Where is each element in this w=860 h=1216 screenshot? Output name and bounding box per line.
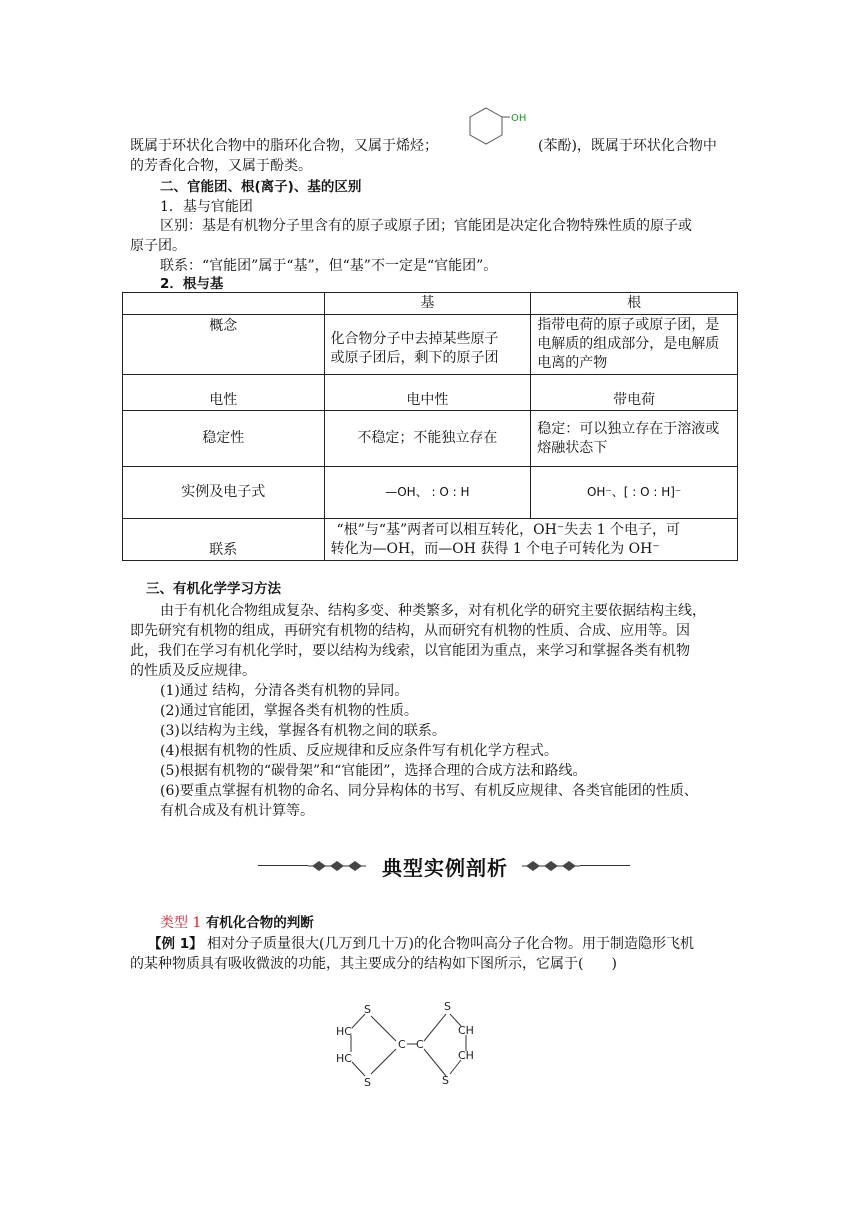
type-title: 有机化合物的判断 bbox=[205, 915, 314, 931]
table-header-empty bbox=[123, 293, 325, 315]
electron-formula-radical: —OH、 : O : H bbox=[324, 467, 531, 519]
atom-label: S bbox=[364, 1003, 371, 1016]
row-link-cell bbox=[324, 519, 737, 561]
cell-text: 电解质的组成部分，是电解质 bbox=[537, 336, 720, 352]
atom-label: HC bbox=[336, 1052, 352, 1065]
table-row bbox=[123, 411, 738, 467]
list-item: (5)根据有机物的“碳骨架”和“官能团”，选择合理的合成方法和路线。 bbox=[160, 763, 587, 779]
type-label: 类型 1 bbox=[160, 915, 202, 931]
list-item: (4)根据有机物的性质、反应规律和反应条件写有机化学方程式。 bbox=[160, 743, 558, 759]
list-item: (3)以结构为主线，掌握各有机物之间的联系。 bbox=[160, 723, 446, 739]
row-label: 概念 bbox=[123, 315, 325, 375]
table-row bbox=[123, 519, 738, 561]
intro-line-1 bbox=[130, 136, 735, 156]
example-text: 相对分子质量很大(几万到几十万)的化合物叫高分子化合物。用于制造隐形飞机 bbox=[207, 936, 694, 952]
cell-text: 稳定：可以独立存在于溶液或 bbox=[537, 420, 720, 437]
cell-text: “根”与“基”两者可以相互转化，OH⁻失去 1 个电子，可 bbox=[336, 521, 681, 538]
row-ji-cell: 不稳定；不能独立存在 bbox=[324, 411, 531, 467]
list-item: (1)通过 结构，分清各类有机物的异同。 bbox=[160, 683, 409, 699]
banner-rule-left bbox=[258, 865, 308, 866]
cell-text: 指带电荷的原子或原子团，是 bbox=[537, 317, 720, 333]
section3-heading: 三、有机化学学习方法 bbox=[146, 581, 281, 597]
cell-text: 化合物分子中去掉某些原子 bbox=[330, 330, 499, 347]
banner-ornament-left-icon bbox=[308, 858, 366, 874]
row-gen-cell: 带电荷 bbox=[531, 375, 738, 411]
section3-para: 即先研究有机物的组成，再研究有机物的结构，从而研究有机物的性质、合成、应用等。因 bbox=[130, 623, 690, 639]
row-gen-cell bbox=[531, 315, 738, 375]
section2-sub1: 1．基与官能团 bbox=[160, 199, 253, 215]
row-label: 联系 bbox=[123, 519, 325, 561]
molecule-structure bbox=[330, 998, 490, 1098]
intro-text-b: (苯酚)，既属于环状化合物中 bbox=[538, 138, 717, 154]
banner-title: 典型实例剖析 bbox=[382, 856, 508, 880]
section2-sub2: 2．根与基 bbox=[160, 276, 224, 292]
comparison-table bbox=[122, 292, 738, 561]
cell-text: 转化为—OH，而—OH 获得 1 个电子可转化为 OH⁻ bbox=[330, 540, 660, 557]
example-line-1 bbox=[148, 934, 753, 954]
phenol-oh-label: OH bbox=[511, 113, 527, 124]
intro-text-a: 既属于环状化合物中的脂环化合物，又属于烯烃； bbox=[130, 138, 438, 154]
table-header-gen: 根 bbox=[531, 293, 738, 315]
section3-para: 的性质及反应规律。 bbox=[130, 663, 256, 679]
electron-formula-ion: OH⁻、[ : O : H]⁻ bbox=[531, 467, 738, 519]
section2-link: 联系：“官能团”属于“基”，但“基”不一定是“官能团”。 bbox=[160, 258, 498, 274]
row-label: 稳定性 bbox=[123, 411, 325, 467]
atom-label: CH bbox=[458, 1049, 474, 1062]
cell-text: 或原子团后，剩下的原子团 bbox=[330, 349, 499, 366]
table-header-row bbox=[123, 293, 738, 315]
cell-text: 电离的产物 bbox=[537, 355, 608, 371]
atom-label: C bbox=[416, 1038, 424, 1051]
row-ji-cell bbox=[324, 315, 531, 375]
list-item: (6)要重点掌握有机物的命名、同分异构体的书写、有机反应规律、各类官能团的性质、 bbox=[160, 783, 698, 799]
table-row bbox=[123, 375, 738, 411]
example-line-2: 的某种物质具有吸收微波的功能，其主要成分的结构如下图所示，它属于( ) bbox=[130, 956, 617, 972]
table-header-ji: 基 bbox=[324, 293, 531, 315]
intro-line-2: 的芳香化合物，又属于酚类。 bbox=[130, 158, 312, 174]
atom-label: HC bbox=[336, 1025, 352, 1038]
section2-heading: 二、官能团、根(离子)、基的区别 bbox=[160, 179, 362, 195]
table-row bbox=[123, 315, 738, 375]
atom-label: S bbox=[442, 1074, 449, 1087]
atom-label: CH bbox=[458, 1024, 474, 1037]
row-label: 电性 bbox=[123, 375, 325, 411]
section-banner bbox=[258, 846, 630, 886]
section2-diff-1: 区别：基是有机物分子里含有的原子或原子团；官能团是决定化合物特殊性质的原子或 bbox=[160, 218, 692, 234]
cell-text: 熔融状态下 bbox=[537, 439, 608, 456]
atom-label: S bbox=[444, 1000, 451, 1013]
table-row bbox=[123, 467, 738, 519]
section3-para: 由于有机化合物组成复杂、结构多变、种类繁多，对有机化学的研究主要依据结构主线， bbox=[160, 603, 706, 619]
row-ji-cell: 电中性 bbox=[324, 375, 531, 411]
section3-para: 此，我们在学习有机化学时，要以结构为线索，以官能团为重点，来学习和掌握各类有机物 bbox=[130, 643, 690, 659]
list-item: 有机合成及有机计算等。 bbox=[160, 803, 314, 819]
section2-diff-2: 原子团。 bbox=[130, 238, 186, 254]
banner-rule-right bbox=[580, 865, 630, 866]
banner-ornament-right-icon bbox=[522, 858, 580, 874]
example-label: 【例 1】 bbox=[148, 936, 203, 952]
atom-label: C bbox=[398, 1038, 406, 1051]
row-label: 实例及电子式 bbox=[123, 467, 325, 519]
row-gen-cell bbox=[531, 411, 738, 467]
example-type-line bbox=[160, 913, 735, 933]
list-item: (2)通过官能团，掌握各类有机物的性质。 bbox=[160, 703, 418, 719]
phenol-structure bbox=[468, 104, 538, 156]
atom-label: S bbox=[364, 1076, 371, 1089]
